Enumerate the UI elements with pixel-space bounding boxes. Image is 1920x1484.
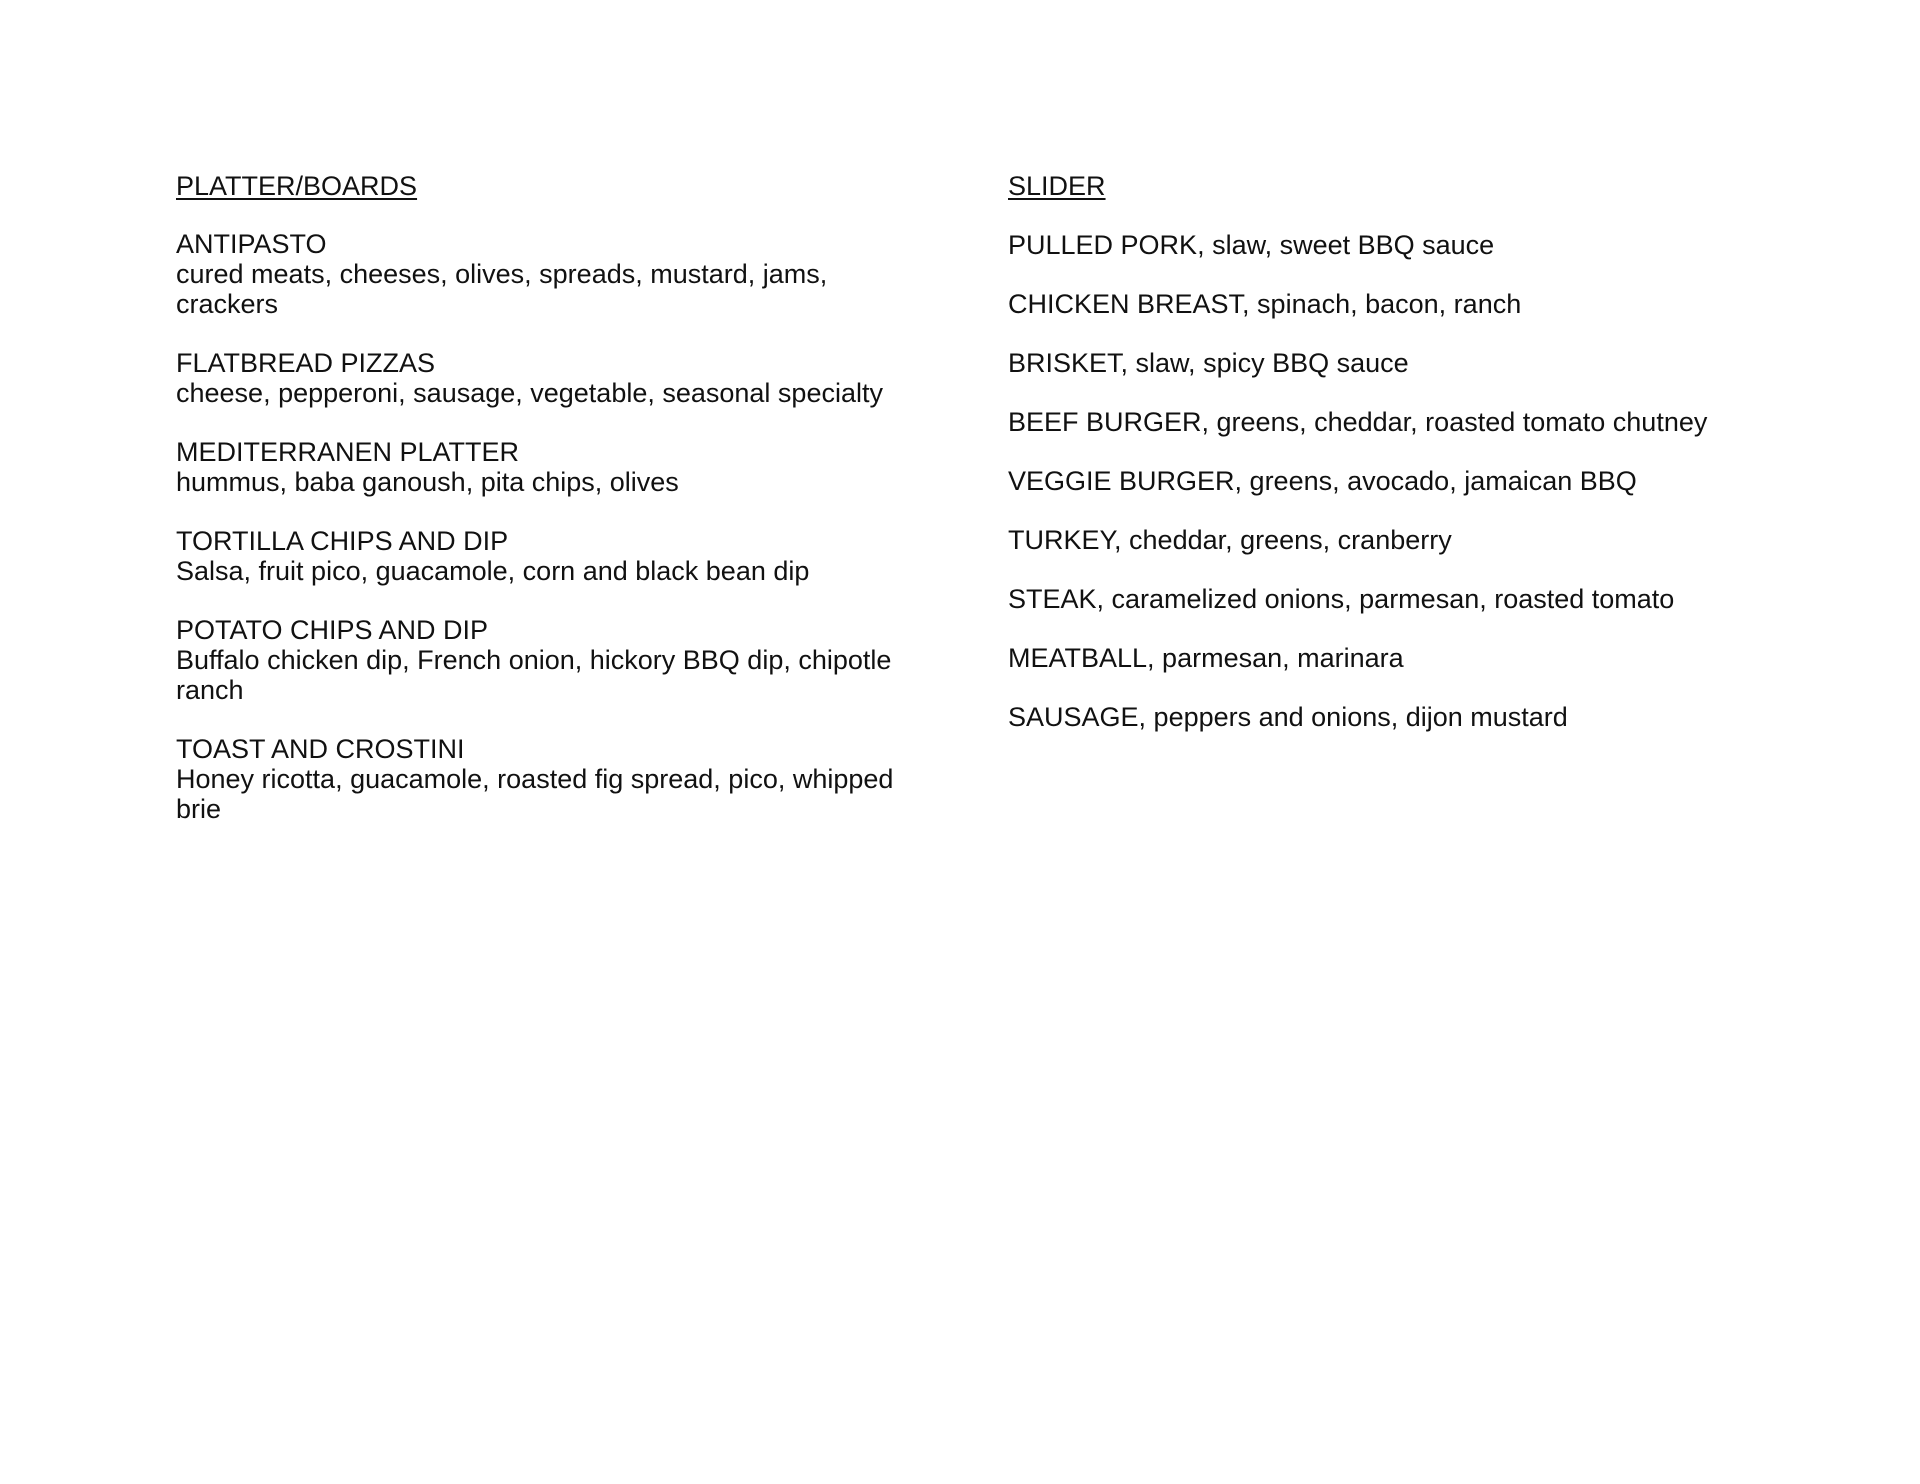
slider-item: SAUSAGE, peppers and onions, dijon mustard xyxy=(1008,702,1568,732)
item-description: Salsa, fruit pico, guacamole, corn and black bean dip xyxy=(176,556,810,586)
slider-item: VEGGIE BURGER, greens, avocado, jamaican BBQ xyxy=(1008,466,1637,496)
slider-item: STEAK, caramelized onions, parmesan, roasted tomato xyxy=(1008,584,1675,614)
item-name: ANTIPASTO xyxy=(176,229,327,259)
item-name: POTATO CHIPS AND DIP xyxy=(176,615,489,645)
item-description: Buffalo chicken dip, French onion, hickory BBQ dip, chipotle ranch xyxy=(176,645,892,705)
sliders-column xyxy=(1008,171,1808,761)
sliders-heading: SLIDER xyxy=(1008,171,1106,201)
menu-item xyxy=(176,437,916,497)
item-description: cured meats, cheeses, olives, spreads, mustard, jams, crackers xyxy=(176,259,828,319)
slider-item: TURKEY, cheddar, greens, cranberry xyxy=(1008,525,1452,555)
slider-item: CHICKEN BREAST, spinach, bacon, ranch xyxy=(1008,289,1522,319)
platters-heading: PLATTER/BOARDS xyxy=(176,171,418,201)
menu-item xyxy=(176,229,916,319)
item-description: cheese, pepperoni, sausage, vegetable, seasonal specialty xyxy=(176,378,883,408)
slider-item: PULLED PORK, slaw, sweet BBQ sauce xyxy=(1008,230,1495,260)
slider-item: MEATBALL, parmesan, marinara xyxy=(1008,643,1404,673)
platters-column xyxy=(176,171,916,853)
item-name: MEDITERRANEN PLATTER xyxy=(176,437,520,467)
slider-item: BEEF BURGER, greens, cheddar, roasted tomato chutney xyxy=(1008,407,1708,437)
item-description: hummus, baba ganoush, pita chips, olives xyxy=(176,467,679,497)
menu-item xyxy=(176,526,916,586)
menu-item xyxy=(176,615,916,705)
item-name: FLATBREAD PIZZAS xyxy=(176,348,436,378)
menu-item xyxy=(176,348,916,408)
item-name: TORTILLA CHIPS AND DIP xyxy=(176,526,509,556)
menu-item xyxy=(176,734,916,824)
slider-item: BRISKET, slaw, spicy BBQ sauce xyxy=(1008,348,1409,378)
item-description: Honey ricotta, guacamole, roasted fig spread, pico, whipped brie xyxy=(176,764,894,824)
item-name: TOAST AND CROSTINI xyxy=(176,734,465,764)
